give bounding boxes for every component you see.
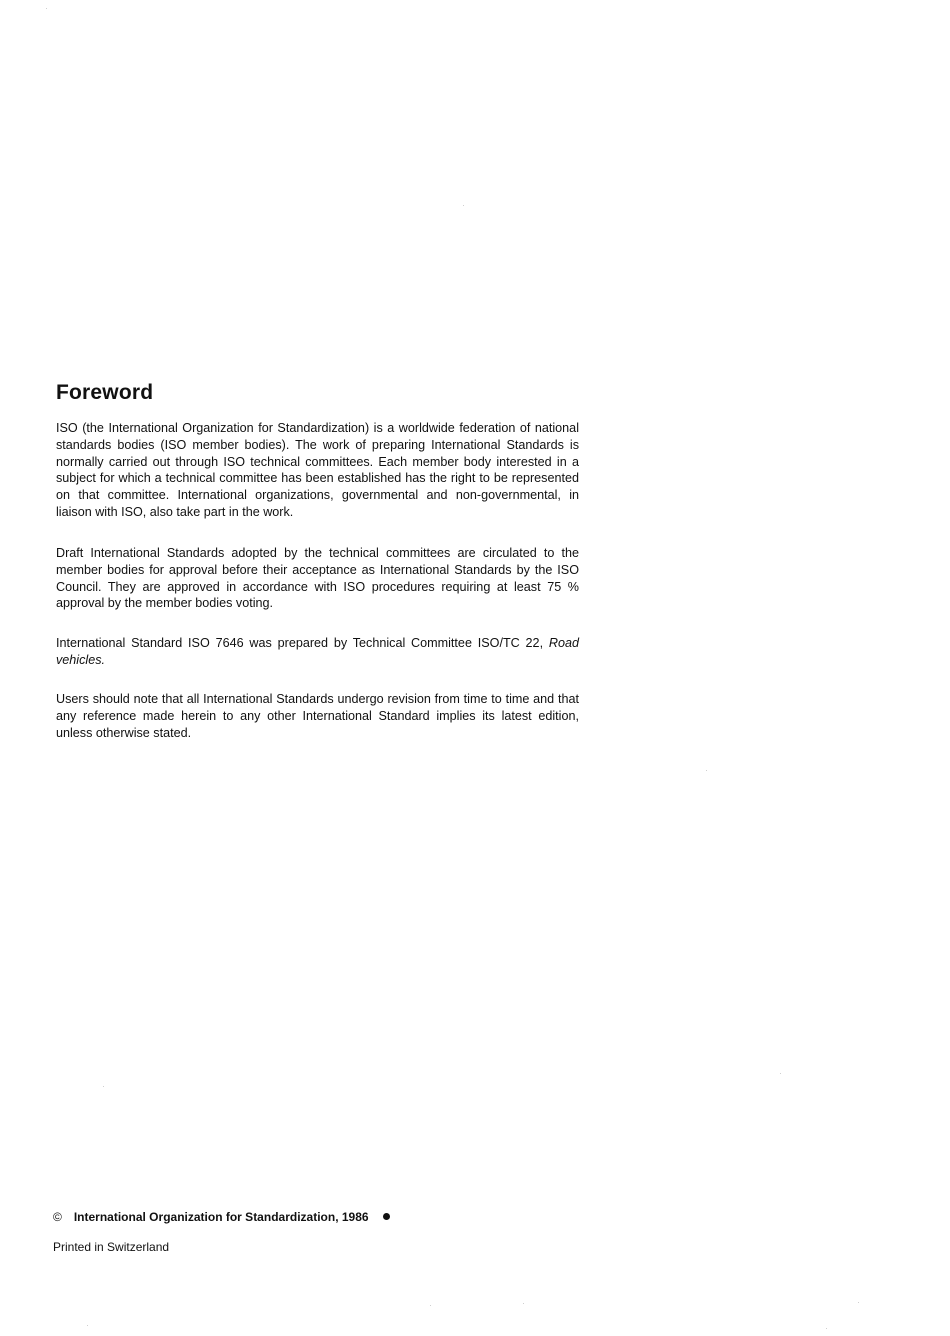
scan-speck — [706, 770, 707, 771]
foreword-paragraph-4: Users should note that all International Standards undergo revision from time to time and that any reference made herein to any other International Standard implies its latest edition, unless otherwise stated. — [56, 692, 579, 740]
foreword-paragraph-3 — [56, 635, 579, 669]
scan-speck — [87, 1325, 88, 1326]
foreword-paragraph-1: ISO (the International Organization for Standardization) is a worldwide federation of national standards bodies (ISO member bodies). The work of preparing International Standards is normally carried out through ISO technical committees. Each member body interested in a subject for which a technical committee has been established has the right to be represented on that committee. International organizations, governmental and non-governmental, in liaison with ISO, also take part in the work. — [56, 421, 579, 519]
foreword-heading: Foreword — [56, 381, 154, 404]
copyright-line — [53, 1209, 390, 1225]
copyright-text: International Organization for Standardization, 1986 — [73, 1210, 369, 1224]
copyright-symbol: © — [53, 1210, 62, 1224]
scan-speck — [463, 205, 464, 206]
scan-speck — [780, 1073, 781, 1074]
printed-in-line: Printed in Switzerland — [53, 1240, 170, 1254]
scan-speck — [858, 1302, 859, 1303]
bullet-dot-icon — [383, 1213, 390, 1220]
scan-speck — [103, 1086, 104, 1087]
scan-speck — [826, 1328, 827, 1329]
scan-speck — [46, 8, 47, 9]
scan-speck — [523, 1303, 524, 1304]
committee-title: Road vehicles. — [56, 636, 580, 667]
paragraph-3-text: International Standard ISO 7646 was prepared by Technical Committee ISO/TC 22, — [56, 636, 544, 650]
scan-speck — [430, 1305, 431, 1306]
foreword-paragraph-2: Draft International Standards adopted by the technical committees are circulated to the member bodies for approval before their acceptance as International Standards by the ISO Council. They are approved in accordance with ISO procedures requiring at least 75 % approval by the member bodies voting. — [56, 546, 579, 611]
